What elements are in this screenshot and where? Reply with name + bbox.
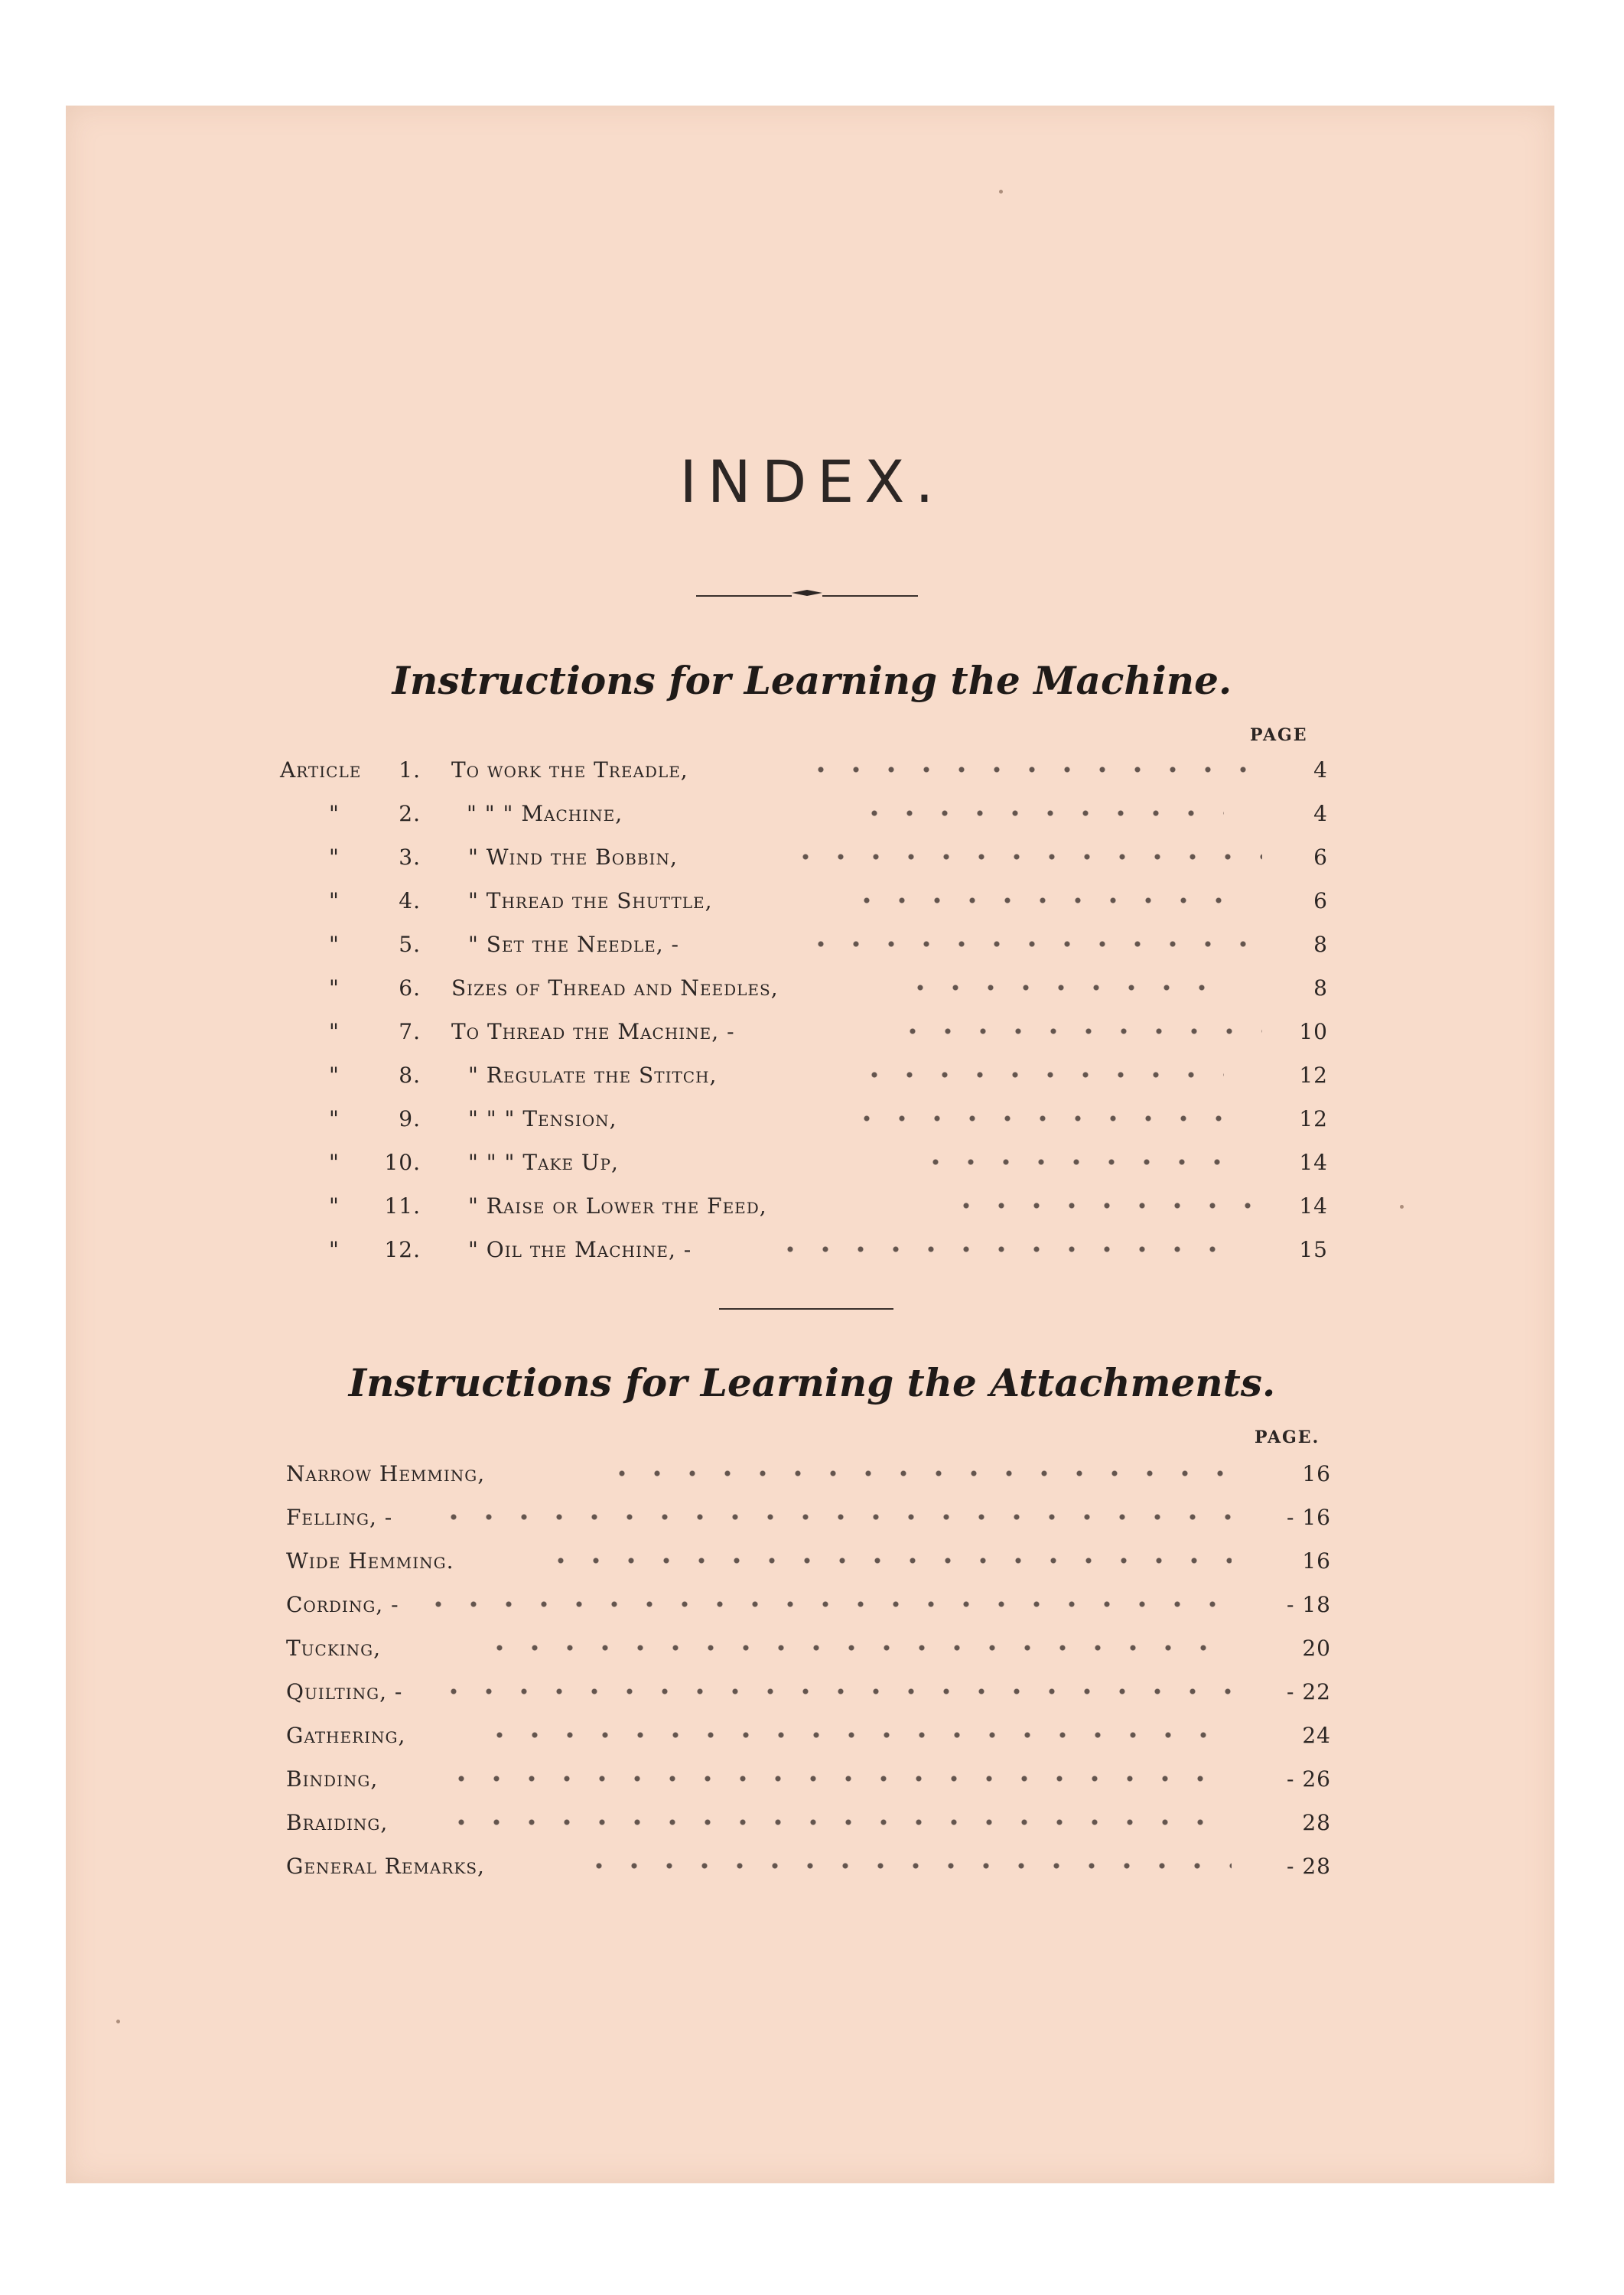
machine-index-row (0, 1193, 1624, 1232)
page-number: 4 (1313, 801, 1328, 826)
page-number: 6 (1313, 888, 1328, 913)
leader-dots (428, 1509, 1232, 1525)
attachment-title: Gathering, (286, 1723, 406, 1748)
page-number: 14 (1299, 1193, 1328, 1219)
ditto-mark: " (329, 801, 340, 826)
leader-dots (436, 1771, 1232, 1786)
leader-dots (796, 762, 1262, 777)
leader-dots (941, 1198, 1255, 1213)
attachment-index-row (0, 1766, 1624, 1805)
leader-dots (849, 1067, 1224, 1082)
attachment-title: Cording, - (286, 1592, 399, 1617)
machine-section-heading: Instructions for Learning the Machine. (392, 658, 1232, 703)
attachment-title: Wide Hemming. (286, 1548, 454, 1574)
index-title: INDEX. (679, 448, 945, 516)
article-title: Sizes of Thread and Needles, (451, 975, 779, 1001)
article-title: " Wind the Bobbin, (468, 845, 678, 870)
attachment-index-row (0, 1636, 1624, 1674)
ditto-mark: " (329, 975, 340, 1001)
page-number: 10 (1299, 1019, 1328, 1044)
machine-index-row (0, 975, 1624, 1014)
page-number: - 18 (1287, 1592, 1331, 1617)
article-title: " " " Machine, (467, 801, 623, 826)
attachment-index-row (0, 1461, 1624, 1499)
ornament-rule-left (696, 595, 792, 597)
leader-dots (765, 1242, 1224, 1257)
article-title: " Set the Needle, - (468, 932, 679, 957)
machine-index-row (0, 888, 1624, 926)
article-label: Article (280, 757, 362, 783)
attachments-page-header: PAGE. (1255, 1427, 1320, 1447)
page-number: 8 (1313, 932, 1328, 957)
ditto-mark: " (329, 1237, 340, 1262)
attachment-index-row (0, 1505, 1624, 1543)
article-number: 10. (384, 1150, 421, 1175)
leader-dots (780, 849, 1262, 864)
article-number: 6. (399, 975, 421, 1001)
leader-dots (474, 1640, 1232, 1655)
machine-index-row (0, 1237, 1624, 1275)
page-number: - 26 (1287, 1766, 1331, 1792)
machine-page-header: PAGE (1250, 725, 1308, 745)
article-number: 5. (399, 932, 421, 957)
article-number: 2. (399, 801, 421, 826)
article-number: 12. (384, 1237, 421, 1262)
leader-dots (796, 936, 1262, 952)
machine-index-row (0, 801, 1624, 839)
attachment-title: Narrow Hemming, (286, 1461, 486, 1486)
ornament-diamond (792, 590, 822, 596)
leader-dots (597, 1466, 1232, 1481)
leader-dots (428, 1684, 1232, 1699)
page-number: 28 (1302, 1810, 1331, 1835)
attachment-index-row (0, 1723, 1624, 1761)
attachment-title: Binding, (286, 1766, 379, 1792)
article-title: " Thread the Shuttle, (468, 888, 713, 913)
attachment-title: Quilting, - (286, 1679, 403, 1704)
article-number: 1. (399, 757, 421, 783)
attachment-index-row (0, 1810, 1624, 1848)
article-number: 11. (384, 1193, 421, 1219)
article-number: 7. (399, 1019, 421, 1044)
page-number: - 22 (1287, 1679, 1331, 1704)
article-title: " " " Tension, (468, 1106, 617, 1131)
ditto-mark: " (329, 1106, 340, 1131)
page-number: 8 (1313, 975, 1328, 1001)
machine-index-row (0, 1150, 1624, 1188)
leader-dots (841, 893, 1224, 908)
attachment-title: Felling, - (286, 1505, 393, 1530)
page-number: 20 (1302, 1636, 1331, 1661)
ditto-mark: " (329, 845, 340, 870)
page-number: - 28 (1287, 1854, 1331, 1879)
ditto-mark: " (329, 1063, 340, 1088)
attachment-index-row (0, 1854, 1624, 1892)
article-number: 4. (399, 888, 421, 913)
ditto-mark: " (329, 1150, 340, 1175)
ditto-mark: " (329, 932, 340, 957)
article-number: 3. (399, 845, 421, 870)
leader-dots (910, 1154, 1224, 1170)
attachment-title: Braiding, (286, 1810, 389, 1835)
machine-index-row (0, 845, 1624, 883)
page-number: 12 (1299, 1106, 1328, 1131)
leader-dots (474, 1727, 1232, 1743)
leader-dots (849, 806, 1224, 821)
attachment-index-row (0, 1592, 1624, 1630)
leader-dots (841, 1111, 1239, 1126)
paper-fleck (116, 2020, 120, 2023)
ditto-mark: " (329, 1193, 340, 1219)
machine-index-row (0, 757, 1624, 796)
section-divider (719, 1308, 893, 1310)
ornament-rule-right (822, 595, 918, 597)
article-number: 8. (399, 1063, 421, 1088)
article-title: To work the Treadle, (451, 757, 688, 783)
machine-index-row (0, 1106, 1624, 1144)
page-number: 16 (1302, 1548, 1331, 1574)
page-number: 15 (1299, 1237, 1328, 1262)
ditto-mark: " (329, 888, 340, 913)
page-number: 6 (1313, 845, 1328, 870)
page-number: 16 (1302, 1461, 1331, 1486)
leader-dots (535, 1553, 1232, 1568)
article-title: " Raise or Lower the Feed, (468, 1193, 767, 1219)
leader-dots (574, 1858, 1232, 1873)
attachment-index-row (0, 1548, 1624, 1587)
article-title: " Regulate the Stitch, (468, 1063, 718, 1088)
page-number: 14 (1299, 1150, 1328, 1175)
article-title: To Thread the Machine, - (451, 1019, 735, 1044)
leader-dots (436, 1815, 1232, 1830)
ditto-mark: " (329, 1019, 340, 1044)
page-number: - 16 (1287, 1505, 1331, 1530)
page-number: 4 (1313, 757, 1328, 783)
leader-dots (413, 1597, 1232, 1612)
leader-dots (887, 1024, 1262, 1039)
page-number: 24 (1302, 1723, 1331, 1748)
page-number: 12 (1299, 1063, 1328, 1088)
machine-index-row (0, 1019, 1624, 1057)
article-title: " " " Take Up, (468, 1150, 619, 1175)
article-title: " Oil the Machine, - (468, 1237, 692, 1262)
leader-dots (895, 980, 1224, 995)
attachments-section-heading: Instructions for Learning the Attachments. (348, 1360, 1276, 1405)
article-number: 9. (399, 1106, 421, 1131)
paper-fleck (999, 190, 1003, 194)
attachment-index-row (0, 1679, 1624, 1717)
attachment-title: Tucking, (286, 1636, 382, 1661)
machine-index-row (0, 932, 1624, 970)
machine-index-row (0, 1063, 1624, 1101)
attachment-title: General Remarks, (286, 1854, 485, 1879)
